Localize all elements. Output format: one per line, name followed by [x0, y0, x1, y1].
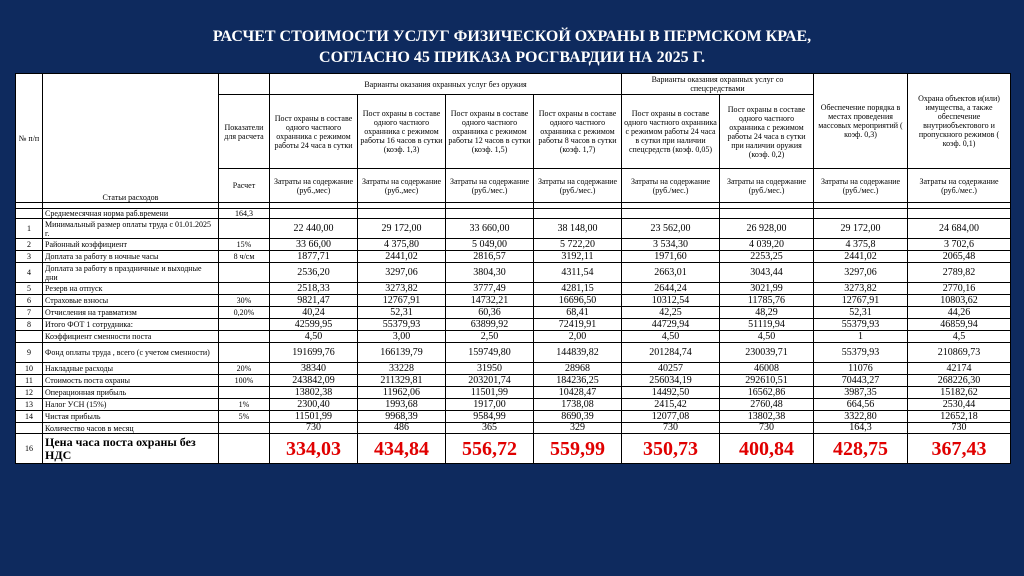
title-line-1: РАСЧЕТ СТОИМОСТИ УСЛУГ ФИЗИЧЕСКОЙ ОХРАНЫ В ПЕРМСКОМ КРАЕ,: [212, 28, 812, 45]
title-line-2: СОГЛАСНО 45 ПРИКАЗА РОСГВАРДИИ НА 2025 Г.: [319, 49, 705, 66]
row-cost-value: 63899,92: [446, 319, 534, 331]
row-calc-value: 1%: [219, 399, 270, 411]
row-cost-value: 14732,21: [446, 295, 534, 307]
row-cost-value: 10312,54: [622, 295, 720, 307]
row-cost-value: 5 722,20: [534, 239, 622, 251]
row-cost-value: 1993,68: [358, 399, 446, 411]
row-cost-value: 210869,73: [908, 343, 1011, 363]
page-title: [0, 26, 1024, 68]
row-cost-value: 144839,82: [534, 343, 622, 363]
row-cost-value: [814, 209, 908, 219]
option-header-7: Обеспечение порядка в местах проведения массовых мероприятий ( коэф. 0,3): [814, 74, 908, 169]
row-cost-value: 11501,99: [446, 387, 534, 399]
option-header-1: Пост охраны в составе одного частного охранника с режимом работы 24 часа в сутки: [270, 95, 358, 169]
row-calc-value: 100%: [219, 375, 270, 387]
row-number: [16, 423, 43, 434]
table-row: [16, 239, 1011, 251]
row-cost-value: 72419,91: [534, 319, 622, 331]
row-cost-value: 2663,01: [622, 263, 720, 283]
row-cost-value: 3987,35: [814, 387, 908, 399]
row-cost-value: 166139,79: [358, 343, 446, 363]
row-cost-value: 2760,48: [720, 399, 814, 411]
row-cost-value: 2770,16: [908, 283, 1011, 295]
row-cost-value: 4,50: [720, 331, 814, 343]
row-number: 6: [16, 295, 43, 307]
row-item-label: Количество часов в месяц: [43, 423, 219, 434]
row-cost-value: 3297,06: [358, 263, 446, 283]
row-cost-value: 2816,57: [446, 251, 534, 263]
row-cost-value: 230039,71: [720, 343, 814, 363]
row-cost-value: [622, 209, 720, 219]
row-cost-value: 12767,91: [814, 295, 908, 307]
row-item-label: Чистая прибыль: [43, 411, 219, 423]
table-row: [16, 307, 1011, 319]
row-cost-value: 3021,99: [720, 283, 814, 295]
row-cost-value: 730: [270, 423, 358, 434]
row-cost-value: 51119,94: [720, 319, 814, 331]
price-per-hour-value: 350,73: [622, 434, 720, 464]
row-cost-value: [720, 209, 814, 219]
row-number: 10: [16, 363, 43, 375]
row-item-label: Резерв на отпуск: [43, 283, 219, 295]
table-row: [16, 331, 1011, 343]
row-cost-value: 2536,20: [270, 263, 358, 283]
row-cost-value: 33 660,00: [446, 219, 534, 239]
row-cost-value: 33228: [358, 363, 446, 375]
row-item-label: Минимальный размер оплаты труда с 01.01.2025 г.: [43, 219, 219, 239]
row-cost-value: 3273,82: [814, 283, 908, 295]
row-cost-value: 2253,25: [720, 251, 814, 263]
table-row: [16, 295, 1011, 307]
price-per-hour-value: 556,72: [446, 434, 534, 464]
row-number: 5: [16, 283, 43, 295]
row-cost-value: 2065,48: [908, 251, 1011, 263]
row-cost-value: 5 049,00: [446, 239, 534, 251]
price-per-hour-value: 367,43: [908, 434, 1011, 464]
price-per-hour-value: 559,99: [534, 434, 622, 464]
option-header-8: Охрана объектов и(или) имущества, а также обеспечение внутриобъектового и пропускного режимов ( коэф. 0,1): [908, 74, 1011, 169]
row-cost-value: 9821,47: [270, 295, 358, 307]
row-cost-value: 1971,60: [622, 251, 720, 263]
row-cost-value: 12652,18: [908, 411, 1011, 423]
row-cost-value: 3 702,6: [908, 239, 1011, 251]
row-cost-value: 268226,30: [908, 375, 1011, 387]
row-cost-value: 164,3: [814, 423, 908, 434]
row-calc-value: [219, 219, 270, 239]
row-cost-value: 46859,94: [908, 319, 1011, 331]
row-cost-value: 365: [446, 423, 534, 434]
row-cost-value: 55379,93: [814, 319, 908, 331]
row-cost-value: 29 172,00: [358, 219, 446, 239]
row-cost-value: 22 440,00: [270, 219, 358, 239]
row-cost-value: 329: [534, 423, 622, 434]
cost-header-1: Затраты на содержание (руб.,мес): [270, 169, 358, 203]
row-item-label: Фонд оплаты труда , всего (с учетом сменности): [43, 343, 219, 363]
row-cost-value: 4,50: [270, 331, 358, 343]
cost-header-6: Затраты на содержание (руб./мес.): [720, 169, 814, 203]
row-calc-value: [219, 387, 270, 399]
row-cost-value: 4 375,8: [814, 239, 908, 251]
row-cost-value: 13802,38: [270, 387, 358, 399]
row-cost-value: 52,31: [358, 307, 446, 319]
row-cost-value: 14492,50: [622, 387, 720, 399]
row-cost-value: 10428,47: [534, 387, 622, 399]
row-cost-value: 4311,54: [534, 263, 622, 283]
table-row: [16, 209, 1011, 219]
row-item-label: Доплата за работу в ночные часы: [43, 251, 219, 263]
row-cost-value: 4,5: [908, 331, 1011, 343]
row-cost-value: 1877,71: [270, 251, 358, 263]
row-cost-value: 13802,38: [720, 411, 814, 423]
row-number: 1: [16, 219, 43, 239]
row-cost-value: 38340: [270, 363, 358, 375]
row-item-label: Среднемесячная норма раб.времени: [43, 209, 219, 219]
row-cost-value: 211329,81: [358, 375, 446, 387]
option-header-3: Пост охраны в составе одного частного охранника с режимом работы 12 часов в сутки (коэф. 1,5): [446, 95, 534, 169]
table-body: [16, 74, 1011, 464]
cost-header-2: Затраты на содержание (руб.,мес): [358, 169, 446, 203]
row-cost-value: 3043,44: [720, 263, 814, 283]
cost-header-5: Затраты на содержание (руб./мес.): [622, 169, 720, 203]
row-cost-value: 201284,74: [622, 343, 720, 363]
row-calc-value: [219, 423, 270, 434]
row-cost-value: 40,24: [270, 307, 358, 319]
row-cost-value: 12077,08: [622, 411, 720, 423]
row-number: 8: [16, 319, 43, 331]
row-cost-value: 29 172,00: [814, 219, 908, 239]
row-cost-value: 730: [720, 423, 814, 434]
row-number: 13: [16, 399, 43, 411]
row-cost-value: [358, 209, 446, 219]
row-cost-value: 4 375,80: [358, 239, 446, 251]
row-cost-value: 11076: [814, 363, 908, 375]
row-number: 14: [16, 411, 43, 423]
table-row: [16, 343, 1011, 363]
row-cost-value: 4 039,20: [720, 239, 814, 251]
row-cost-value: 40257: [622, 363, 720, 375]
table-row: [16, 399, 1011, 411]
row-cost-value: 42,25: [622, 307, 720, 319]
row-cost-value: 42599,95: [270, 319, 358, 331]
row-cost-value: [534, 209, 622, 219]
group-no-weapon-header: Варианты оказания охранных услуг без оружия: [270, 74, 622, 95]
header-row-groups: [16, 74, 1011, 95]
price-per-hour-value: 334,03: [270, 434, 358, 464]
table-row: [16, 283, 1011, 295]
row-item-label: Коэффициент сменности поста: [43, 331, 219, 343]
row-item-label: Итого ФОТ 1 сотрудника:: [43, 319, 219, 331]
row-cost-value: 55379,93: [358, 319, 446, 331]
row-cost-value: [446, 209, 534, 219]
row-number: 12: [16, 387, 43, 399]
row-item-label: Операционная прибыль: [43, 387, 219, 399]
row-cost-value: 16562,86: [720, 387, 814, 399]
cost-header-7: Затраты на содержание (руб./мес.): [814, 169, 908, 203]
row-item-label: Отчисления на травматизм: [43, 307, 219, 319]
row-cost-value: 292610,51: [720, 375, 814, 387]
row-cost-value: 44729,94: [622, 319, 720, 331]
row-cost-value: 38 148,00: [534, 219, 622, 239]
row-calc-value: 164,3: [219, 209, 270, 219]
row-cost-value: 664,56: [814, 399, 908, 411]
row-cost-value: 3777,49: [446, 283, 534, 295]
row-cost-value: 2518,33: [270, 283, 358, 295]
table-row: [16, 263, 1011, 283]
blank-header-cell: [219, 74, 270, 95]
row-cost-value: 70443,27: [814, 375, 908, 387]
row-cost-value: 55379,93: [814, 343, 908, 363]
table-row: [16, 219, 1011, 239]
row-cost-value: [270, 209, 358, 219]
price-per-hour-row: [16, 434, 1011, 464]
cost-header-3: Затраты на содержание (руб./мес.): [446, 169, 534, 203]
row-calc-value: [219, 331, 270, 343]
row-calc-value: 0,20%: [219, 307, 270, 319]
option-header-6: Пост охраны в составе одного частного охранника с режимом работы 24 часа в сутки при наличии оружия (коэф. 0,2): [720, 95, 814, 169]
indicators-header: Показатели для расчета: [219, 95, 270, 169]
calc-header: Расчет: [219, 169, 270, 203]
row-item-label: Страховые взносы: [43, 295, 219, 307]
row-cost-value: 2,00: [534, 331, 622, 343]
table-row: [16, 375, 1011, 387]
row-cost-value: 3273,82: [358, 283, 446, 295]
row-cost-value: 203201,74: [446, 375, 534, 387]
row-calc-value: [219, 283, 270, 295]
row-cost-value: 1738,08: [534, 399, 622, 411]
row-cost-value: 3192,11: [534, 251, 622, 263]
blank-cell: [219, 434, 270, 464]
table-row: [16, 387, 1011, 399]
row-number: 3: [16, 251, 43, 263]
row-cost-value: 24 684,00: [908, 219, 1011, 239]
row-cost-value: 2644,24: [622, 283, 720, 295]
row-cost-value: 3322,80: [814, 411, 908, 423]
cost-table-sheet: [15, 73, 1010, 464]
row-number: 4: [16, 263, 43, 283]
row-calc-value: [219, 263, 270, 283]
row-cost-value: 15182,62: [908, 387, 1011, 399]
row-cost-value: 2,50: [446, 331, 534, 343]
option-header-5: Пост охраны в составе одного частного охранника с режимом работы 24 часа в сутки при наличии спецсредств (коэф. 0,05): [622, 95, 720, 169]
row-cost-value: 28968: [534, 363, 622, 375]
row-number: 2: [16, 239, 43, 251]
row-number: 7: [16, 307, 43, 319]
row-calc-value: 15%: [219, 239, 270, 251]
row-cost-value: 11501,99: [270, 411, 358, 423]
option-header-4: Пост охраны в составе одного частного охранника с режимом работы 8 часов в сутки (коэф. 1,7): [534, 95, 622, 169]
row-number: 11: [16, 375, 43, 387]
row-calc-value: 5%: [219, 411, 270, 423]
row-cost-value: 23 562,00: [622, 219, 720, 239]
row-cost-value: 68,41: [534, 307, 622, 319]
row-cost-value: 243842,09: [270, 375, 358, 387]
row-cost-value: 8690,39: [534, 411, 622, 423]
row-cost-value: 2441,02: [814, 251, 908, 263]
cost-table: [15, 73, 1011, 464]
row-cost-value: 3 534,30: [622, 239, 720, 251]
row-number: 9: [16, 343, 43, 363]
cost-header-8: Затраты на содержание (руб./мес.): [908, 169, 1011, 203]
row-cost-value: 9584,99: [446, 411, 534, 423]
row-cost-value: 4,50: [622, 331, 720, 343]
row-cost-value: 1917,00: [446, 399, 534, 411]
row-cost-value: 3804,30: [446, 263, 534, 283]
row-cost-value: 4281,15: [534, 283, 622, 295]
group-special-header: Варианты оказания охранных услуг со спецсредствами: [622, 74, 814, 95]
row-cost-value: 2789,82: [908, 263, 1011, 283]
row-item-label: Стоимость поста охраны: [43, 375, 219, 387]
table-row: [16, 363, 1011, 375]
row-cost-value: 9968,39: [358, 411, 446, 423]
row-cost-value: 2300,40: [270, 399, 358, 411]
row-cost-value: 11962,06: [358, 387, 446, 399]
row-cost-value: 191699,76: [270, 343, 358, 363]
row-cost-value: 48,29: [720, 307, 814, 319]
row-cost-value: 60,36: [446, 307, 534, 319]
row-cost-value: 52,31: [814, 307, 908, 319]
row-cost-value: 11785,76: [720, 295, 814, 307]
table-row: [16, 319, 1011, 331]
row-cost-value: 3297,06: [814, 263, 908, 283]
row-number: 16: [16, 434, 43, 464]
row-cost-value: 184236,25: [534, 375, 622, 387]
row-cost-value: 46008: [720, 363, 814, 375]
price-per-hour-value: 428,75: [814, 434, 908, 464]
row-cost-value: 44,26: [908, 307, 1011, 319]
option-header-2: Пост охраны в составе одного частного охранника с режимом работы 16 часов в сутки (коэф. 1,3): [358, 95, 446, 169]
row-cost-value: 31950: [446, 363, 534, 375]
row-item-label: Накладные расходы: [43, 363, 219, 375]
table-row: [16, 423, 1011, 434]
row-calc-value: [219, 343, 270, 363]
row-cost-value: 2530,44: [908, 399, 1011, 411]
row-cost-value: 159749,80: [446, 343, 534, 363]
row-cost-value: 256034,19: [622, 375, 720, 387]
row-cost-value: 730: [622, 423, 720, 434]
row-cost-value: 730: [908, 423, 1011, 434]
row-calc-value: [219, 319, 270, 331]
row-cost-value: [908, 209, 1011, 219]
row-number: [16, 331, 43, 343]
row-calc-value: 8 ч/см: [219, 251, 270, 263]
row-cost-value: 16696,50: [534, 295, 622, 307]
row-item-label: Доплата за работу в праздничные и выходные дни: [43, 263, 219, 283]
table-row: [16, 251, 1011, 263]
row-cost-value: 486: [358, 423, 446, 434]
row-number: [16, 209, 43, 219]
row-cost-value: 12767,91: [358, 295, 446, 307]
row-cost-value: 26 928,00: [720, 219, 814, 239]
cost-header-4: Затраты на содержание (руб./мес.): [534, 169, 622, 203]
row-cost-value: 1: [814, 331, 908, 343]
row-cost-value: 10803,62: [908, 295, 1011, 307]
price-per-hour-value: 400,84: [720, 434, 814, 464]
table-row: [16, 411, 1011, 423]
row-cost-value: 33 66,00: [270, 239, 358, 251]
col-no-header: № п/п: [16, 74, 43, 203]
col-items-header: Статьи расходов: [43, 74, 219, 203]
row-item-label: Районный коэффициент: [43, 239, 219, 251]
price-per-hour-label: Цена часа поста охраны без НДС: [43, 434, 219, 464]
row-calc-value: 30%: [219, 295, 270, 307]
row-cost-value: 42174: [908, 363, 1011, 375]
row-item-label: Налог УСН (15%): [43, 399, 219, 411]
row-cost-value: 2415,42: [622, 399, 720, 411]
price-per-hour-value: 434,84: [358, 434, 446, 464]
row-cost-value: 3,00: [358, 331, 446, 343]
row-cost-value: 2441,02: [358, 251, 446, 263]
row-calc-value: 20%: [219, 363, 270, 375]
